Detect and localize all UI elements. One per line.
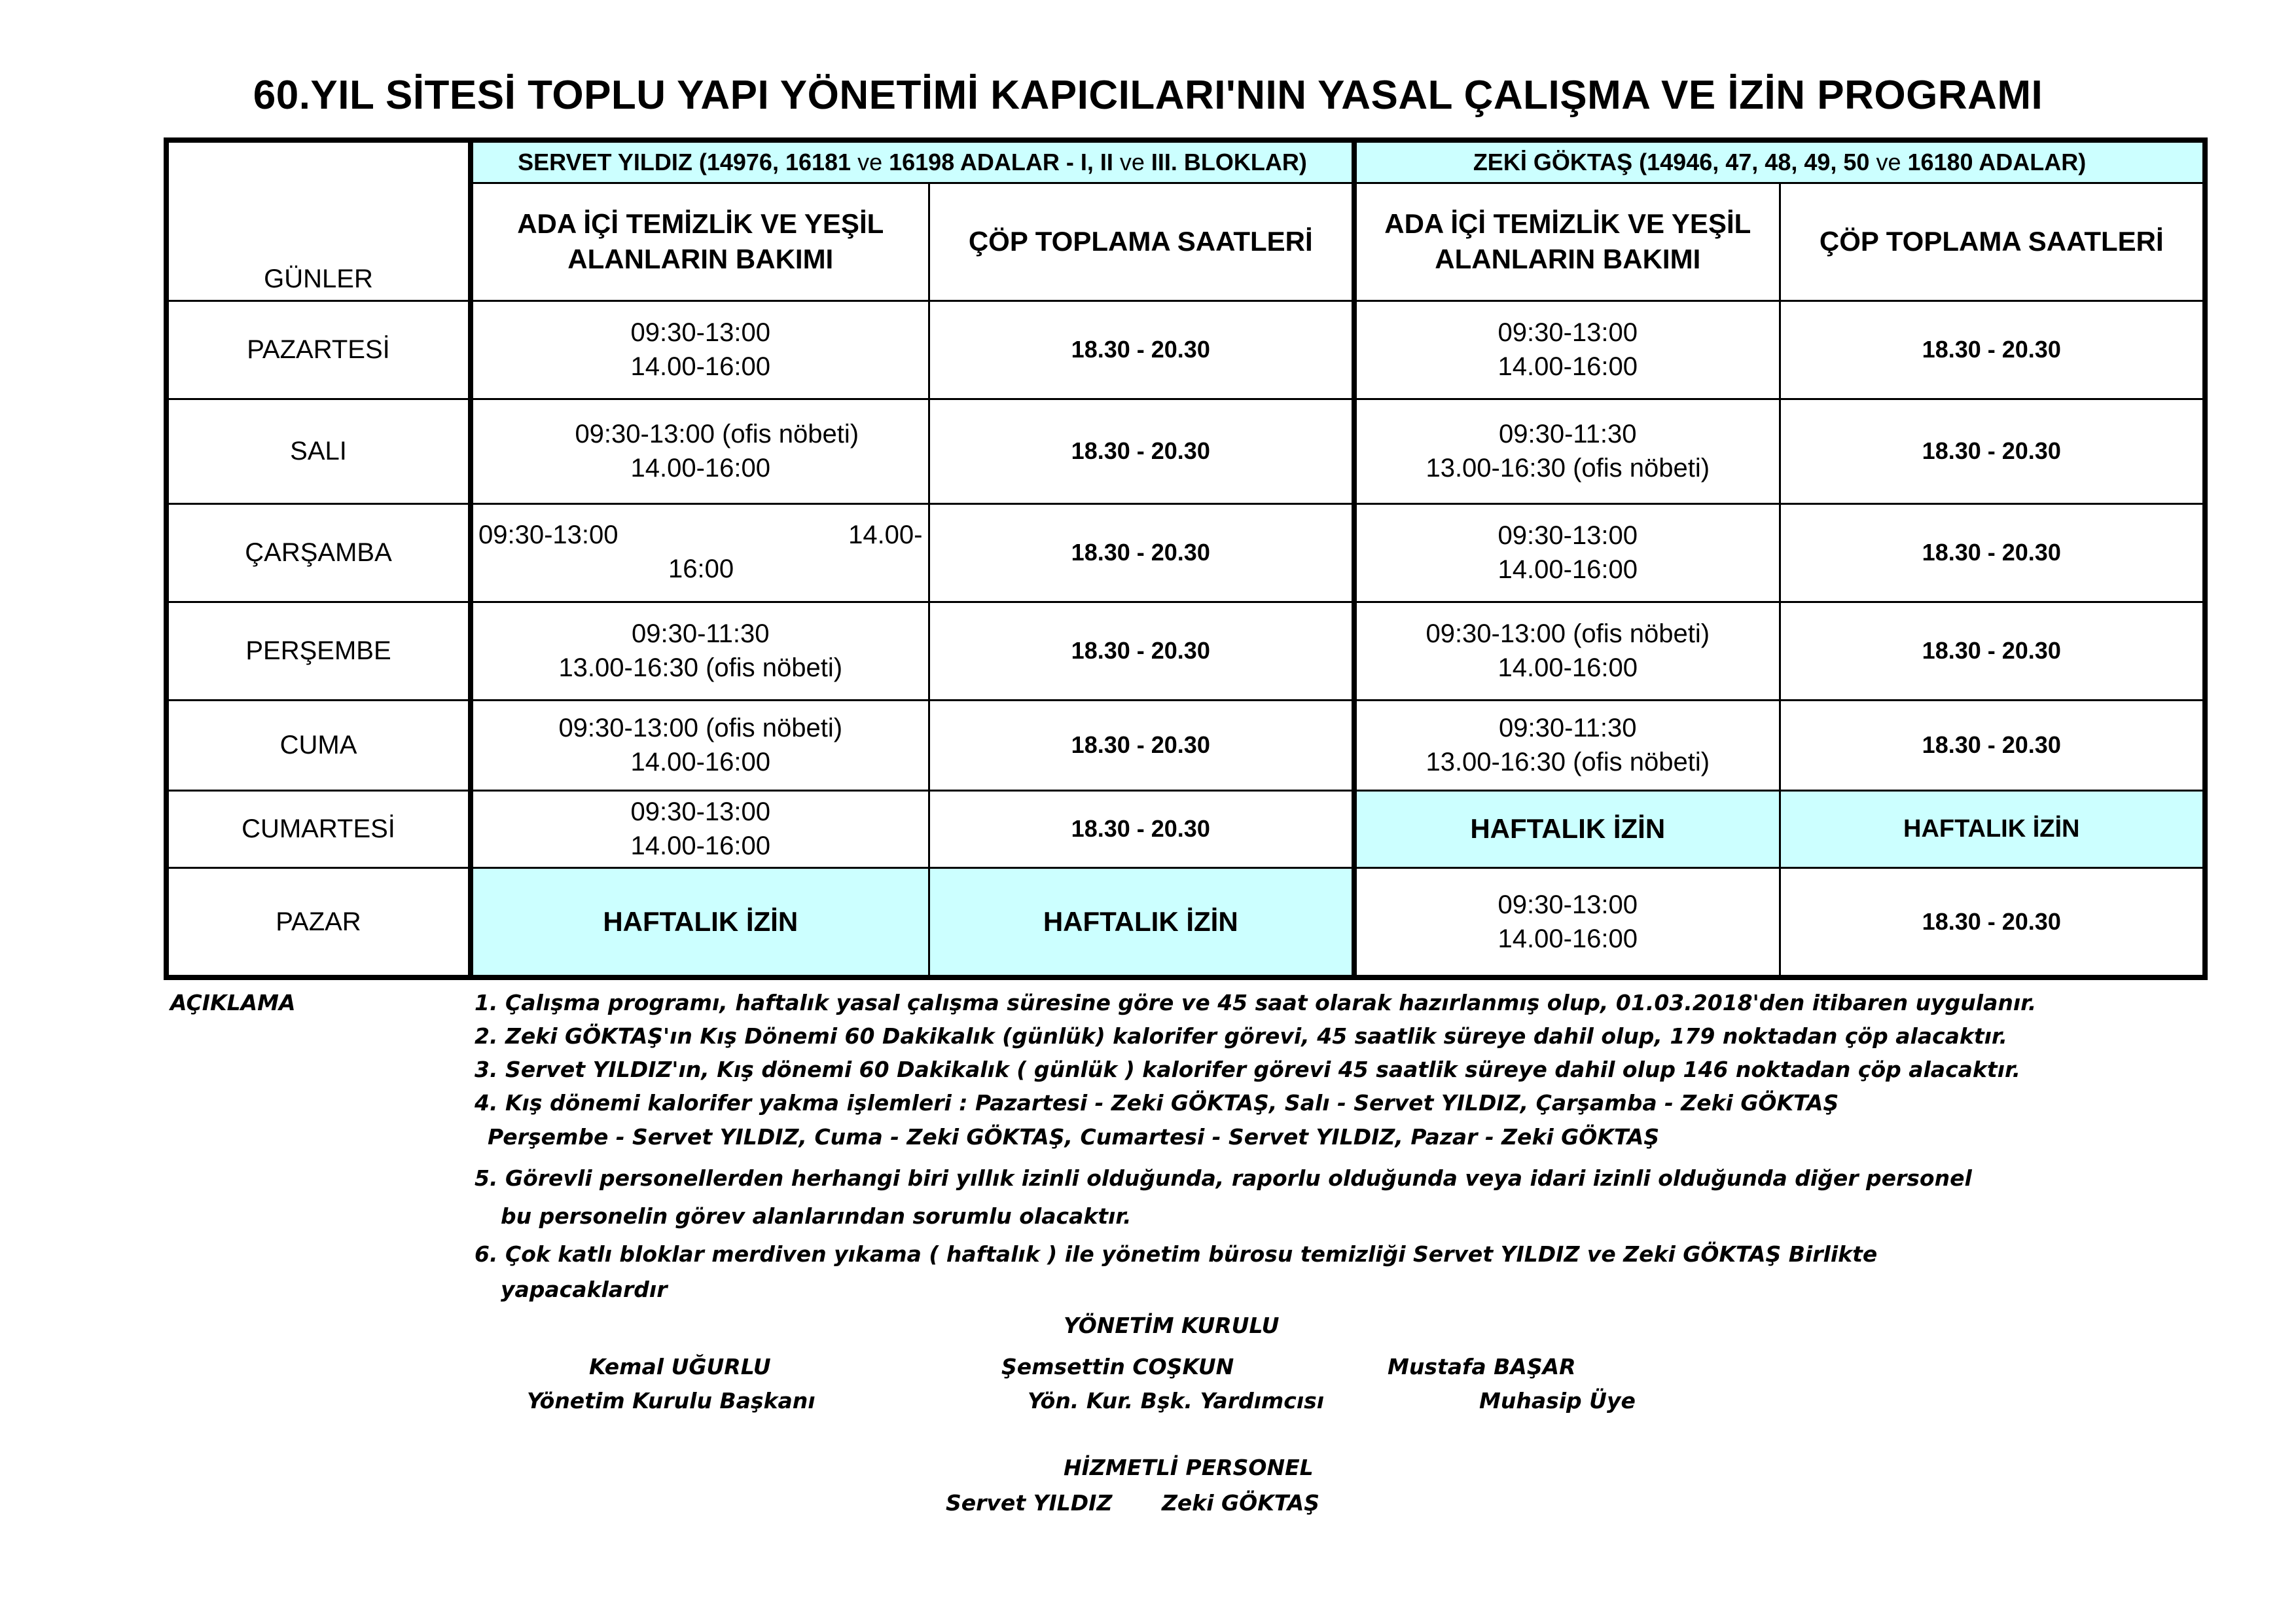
table-row [166, 301, 2205, 399]
col-garbage-header-2: ÇÖP TOPLAMA SAATLERİ [1780, 183, 2205, 301]
weekly-leave-cell: HAFTALIK İZİN [1354, 790, 1780, 867]
note-5-cont: bu personelin görev alanlarından sorumlu olacaktır. [501, 1203, 1132, 1229]
weekly-leave-cell: HAFTALIK İZİN [471, 867, 929, 977]
note-2: 2. Zeki GÖKTAŞ'ın Kış Dönemi 60 Dakikalık (günlük) kalorifer görevi, 45 saatlik süreye dahil olup, 179 noktadan çöp alacaktır. [475, 1023, 2008, 1049]
garbage-cell: 18.30 - 20.30 [929, 602, 1354, 700]
page-title: 60.YIL SİTESİ TOPLU YAPI YÖNETİMİ KAPICILARI'NIN YASAL ÇALIŞMA VE İZİN PROGRAMI [253, 73, 2043, 118]
days-header: GÜNLER [166, 140, 471, 301]
garbage-cell: 18.30 - 20.30 [929, 301, 1354, 399]
staff-2-signature: Zeki GÖKTAŞ [1162, 1490, 1320, 1516]
day-cell: PERŞEMBE [166, 602, 471, 700]
member-3-role: Muhasip Üye [1479, 1388, 1636, 1413]
cleaning-cell: 09:30-13:00 14.00- 16:00 [471, 503, 929, 602]
note-5: 5. Görevli personellerden herhangi biri yıllık izinli olduğunda, raporlu olduğunda veya idari izinli olduğunda diğer personel [475, 1165, 1972, 1191]
day-cell: PAZARTESİ [166, 301, 471, 399]
garbage-cell: 18.30 - 20.30 [1780, 867, 2205, 977]
staff-1-signature: Servet YILDIZ [946, 1490, 1113, 1516]
schedule-table [164, 137, 2208, 980]
note-6: 6. Çok katlı bloklar merdiven yıkama ( haftalık ) ile yönetim bürosu temizliği Servet YILDIZ ve Zeki GÖKTAŞ Birlikte [475, 1241, 1878, 1267]
col-garbage-header-1: ÇÖP TOPLAMA SAATLERİ [929, 183, 1354, 301]
member-3-name: Mustafa BAŞAR [1388, 1354, 1576, 1379]
note-4-cont: Perşembe - Servet YILDIZ, Cuma - Zeki GÖKTAŞ, Cumartesi - Servet YILDIZ, Pazar - Zeki GÖKTAŞ [488, 1124, 1660, 1150]
member-1-name: Kemal UĞURLU [589, 1354, 771, 1379]
garbage-cell: 18.30 - 20.30 [1780, 301, 2205, 399]
cleaning-cell: 09:30-13:00 14.00-16:00 [471, 790, 929, 867]
table-row [166, 790, 2205, 867]
table-row [166, 503, 2205, 602]
member-2-role: Yön. Kur. Bşk. Yardımcısı [1028, 1388, 1325, 1413]
col-cleaning-header-2: ADA İÇİ TEMİZLİK VE YEŞİL ALANLARIN BAKIMI [1354, 183, 1780, 301]
garbage-cell: 18.30 - 20.30 [1780, 399, 2205, 503]
cleaning-cell: 09:30-13:00 (ofis nöbeti) 14.00-16:00 [471, 399, 929, 503]
cleaning-cell: 09:30-11:30 13.00-16:30 (ofis nöbeti) [471, 602, 929, 700]
garbage-cell: 18.30 - 20.30 [929, 399, 1354, 503]
day-cell: SALI [166, 399, 471, 503]
weekly-leave-cell: HAFTALIK İZİN [1780, 790, 2205, 867]
garbage-cell: 18.30 - 20.30 [1780, 503, 2205, 602]
garbage-cell: 18.30 - 20.30 [929, 503, 1354, 602]
staff-title: HİZMETLİ PERSONEL [1064, 1455, 1314, 1480]
cleaning-cell: 09:30-13:00 14.00-16:00 [1354, 867, 1780, 977]
garbage-cell: 18.30 - 20.30 [1780, 602, 2205, 700]
day-cell: CUMA [166, 700, 471, 790]
day-cell: CUMARTESİ [166, 790, 471, 867]
table-row [166, 867, 2205, 977]
note-3: 3. Servet YILDIZ'ın, Kış dönemi 60 Dakikalık ( günlük ) kalorifer görevi 45 saatlik süreye dahil olup 146 noktadan çöp alacaktır. [475, 1057, 2021, 1082]
cleaning-cell: 09:30-13:00 14.00-16:00 [1354, 503, 1780, 602]
note-1: 1. Çalışma programı, haftalık yasal çalışma süresine göre ve 45 saat olarak hazırlanmış olup, 01.03.2018'den itibaren uygulanır. [475, 990, 2037, 1015]
garbage-cell: 18.30 - 20.30 [929, 790, 1354, 867]
col-cleaning-header-1: ADA İÇİ TEMİZLİK VE YEŞİL ALANLARIN BAKIMI [471, 183, 929, 301]
staff2-header: ZEKİ GÖKTAŞ (14946, 47, 48, 49, 50 ve 16180 ADALAR) [1354, 140, 2205, 183]
table-row [166, 399, 2205, 503]
table-row [166, 602, 2205, 700]
weekly-leave-cell: HAFTALIK İZİN [929, 867, 1354, 977]
cleaning-cell: 09:30-13:00 14.00-16:00 [471, 301, 929, 399]
member-1-role: Yönetim Kurulu Başkanı [527, 1388, 816, 1413]
board-title: YÖNETİM KURULU [1064, 1313, 1280, 1338]
cleaning-cell: 09:30-13:00 (ofis nöbeti) 14.00-16:00 [471, 700, 929, 790]
member-2-name: Şemsettin COŞKUN [1001, 1354, 1234, 1379]
cleaning-cell: 09:30-11:30 13.00-16:30 (ofis nöbeti) [1354, 399, 1780, 503]
garbage-cell: 18.30 - 20.30 [1780, 700, 2205, 790]
garbage-cell: 18.30 - 20.30 [929, 700, 1354, 790]
note-6-cont: yapacaklardır [501, 1277, 668, 1302]
day-cell: ÇARŞAMBA [166, 503, 471, 602]
cleaning-cell: 09:30-13:00 (ofis nöbeti) 14.00-16:00 [1354, 602, 1780, 700]
day-cell: PAZAR [166, 867, 471, 977]
note-4: 4. Kış dönemi kalorifer yakma işlemleri : Pazartesi - Zeki GÖKTAŞ, Salı - Servet YILDIZ, Çarşamba - Zeki GÖKTAŞ [475, 1090, 1839, 1116]
table-row [166, 700, 2205, 790]
cleaning-cell: 09:30-13:00 14.00-16:00 [1354, 301, 1780, 399]
cleaning-cell: 09:30-11:30 13.00-16:30 (ofis nöbeti) [1354, 700, 1780, 790]
notes-label: AÇIKLAMA [170, 990, 296, 1015]
staff1-header: SERVET YILDIZ (14976, 16181 ve 16198 ADALAR - I, II ve III. BLOKLAR) [471, 140, 1354, 183]
